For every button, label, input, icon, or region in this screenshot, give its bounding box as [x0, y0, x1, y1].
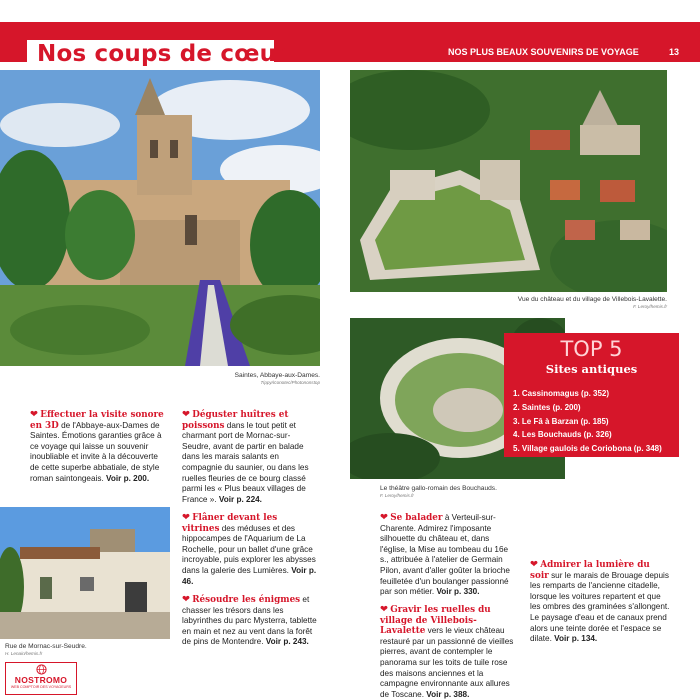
- entry-see: Voir p. 224.: [218, 494, 262, 504]
- entry-see: Voir p. 134.: [554, 634, 598, 644]
- logo-name: NOSTROMO: [14, 675, 68, 685]
- heart-icon: ❤: [182, 594, 190, 605]
- logo-tagline: WEB COMPTOIR DES VOYAGEURS: [10, 685, 72, 689]
- entry-text: et chasser les trésors dans les labyrinthes du parc Mysterra, tablette en main et nez au vent dans la forêt de pins de Montendre.: [182, 595, 317, 647]
- entry-villebois: [380, 605, 515, 700]
- entry-verteuil: [380, 513, 515, 598]
- villebois-credit: F. Leroy/hemis.fr: [633, 304, 667, 310]
- entry-title: Admirer la lumière du soir: [530, 560, 650, 581]
- top5-item: 1. Cassinomagus (p. 352): [513, 389, 610, 398]
- bouchauds-caption: [380, 485, 560, 499]
- top5-item: 2. Saintes (p. 200): [513, 402, 581, 412]
- top5-list: [513, 387, 662, 456]
- entry-see: Voir p. 330.: [436, 587, 480, 597]
- heart-icon: ❤: [182, 409, 190, 420]
- mornac-credit: H. Lenain/hemis.fr: [5, 651, 43, 657]
- villebois-caption-text: Vue du château et du village de Villebois-Lavalette.: [517, 296, 667, 303]
- page-heading: Nos coups de cœur: [37, 41, 288, 67]
- heart-icon: ❤: [530, 559, 538, 570]
- bouchauds-credit: F. Leroy/hemis.fr: [380, 493, 414, 499]
- entry-brouage: [530, 560, 670, 645]
- heart-icon: ❤: [182, 512, 190, 523]
- section-title: NOS PLUS BEAUX SOUVENIRS DE VOYAGE: [448, 47, 639, 57]
- bouchauds-caption-text: Le théâtre gallo-romain des Bouchauds.: [380, 485, 497, 492]
- heart-icon: ❤: [380, 512, 388, 523]
- entry-see: Voir p. 200.: [106, 473, 150, 483]
- top5-item: 5. Village gaulois de Coriobona (p. 348): [513, 444, 662, 454]
- entry-mysterra: [182, 595, 317, 648]
- entry-title: Résoudre les énigmes: [192, 595, 301, 605]
- mornac-caption: [5, 643, 165, 657]
- heart-icon: ❤: [380, 604, 388, 615]
- top5-box: [504, 333, 679, 457]
- entry-text: à Verteuil-sur-Charente. Admirez l'imposante silhouette du château et, dans l'église, la Mise au tombeau du 16e s., attribuée à l'atelier de Germain Pilon, avant d'aller goûter la brioche feuilletée d'un boulanger passionné par son métier.: [380, 513, 510, 597]
- villebois-caption: [470, 296, 667, 310]
- top5-title: TOP 5: [560, 337, 623, 361]
- entry-text: dans le tout petit et charmant port de Mornac-sur-Seudre, avant de partir en balade dans les marais salants en compagnie du saunier, ou dans les ruelles fleuries de ce bourg classé parmi les « Plus beaux villages de France ».: [182, 420, 309, 504]
- entry-text: des méduses et des hippocampes de l'Aquarium de La Rochelle, pour un ballet d'une grâce incroyable, puis explorer les abysses dans la galerie des Lumières.: [182, 523, 316, 575]
- heart-icon: ❤: [30, 409, 38, 420]
- page-number: 13: [669, 47, 680, 57]
- entry-text: vers le vieux château restauré par un passionné de vieilles pierres, avant de contempler le panorama sur les toits de tuile rose des maisons anciennes et la campagne environnante aux allures de Toscane.: [380, 626, 514, 699]
- abbey-photo: [0, 70, 320, 366]
- top5-item: 3. Le Fâ à Barzan (p. 185): [513, 416, 609, 426]
- entry-title: Flâner devant les vitrines: [182, 513, 278, 534]
- top5-item: 4. Les Bouchauds (p. 326): [513, 430, 612, 440]
- nostromo-logo: [5, 662, 77, 695]
- entry-mornac: [182, 410, 317, 505]
- entry-text: sur le marais de Brouage depuis les remparts de l'ancienne citadelle, lorsque les voitures repartent et que les ombres des graminées s'allongent. Le paysage d'eau et de canaux prend alors une teinte dorée et l'espace se dilate.: [530, 570, 670, 644]
- entry-title: Effectuer la visite sonore en 3D: [30, 410, 164, 431]
- abbey-caption: [170, 372, 320, 386]
- mornac-photo: [0, 507, 170, 639]
- abbey-credit: Tippy/Iconotec/Photononstop: [260, 380, 320, 386]
- entry-title: Déguster huîtres et poissons: [182, 410, 289, 431]
- mornac-caption-text: Rue de Mornac-sur-Seudre.: [5, 643, 87, 650]
- entry-see: Voir p. 388.: [426, 689, 470, 699]
- entry-see: Voir p. 243.: [265, 637, 309, 647]
- globe-icon: [35, 664, 48, 675]
- entry-see: Voir p. 46.: [182, 565, 317, 586]
- entry-abbey: [30, 410, 165, 484]
- villebois-photo: [350, 70, 667, 292]
- top5-subtitle: Sites antiques: [545, 362, 638, 376]
- entry-text: de l'Abbaye-aux-Dames de Saintes. Émotions garanties grâce à ce voyage qui laisse un souvenir inoubliable et invite à la découverte de cette superbe abbatiale, de style roman saintongeais.: [30, 420, 162, 483]
- entry-title: Gravir les ruelles du village de Villebois-Lavalette: [380, 605, 491, 637]
- entry-aquarium: [182, 513, 317, 587]
- abbey-caption-text: Saintes, Abbaye-aux-Dames.: [234, 372, 320, 379]
- entry-title: Se balader: [390, 513, 443, 523]
